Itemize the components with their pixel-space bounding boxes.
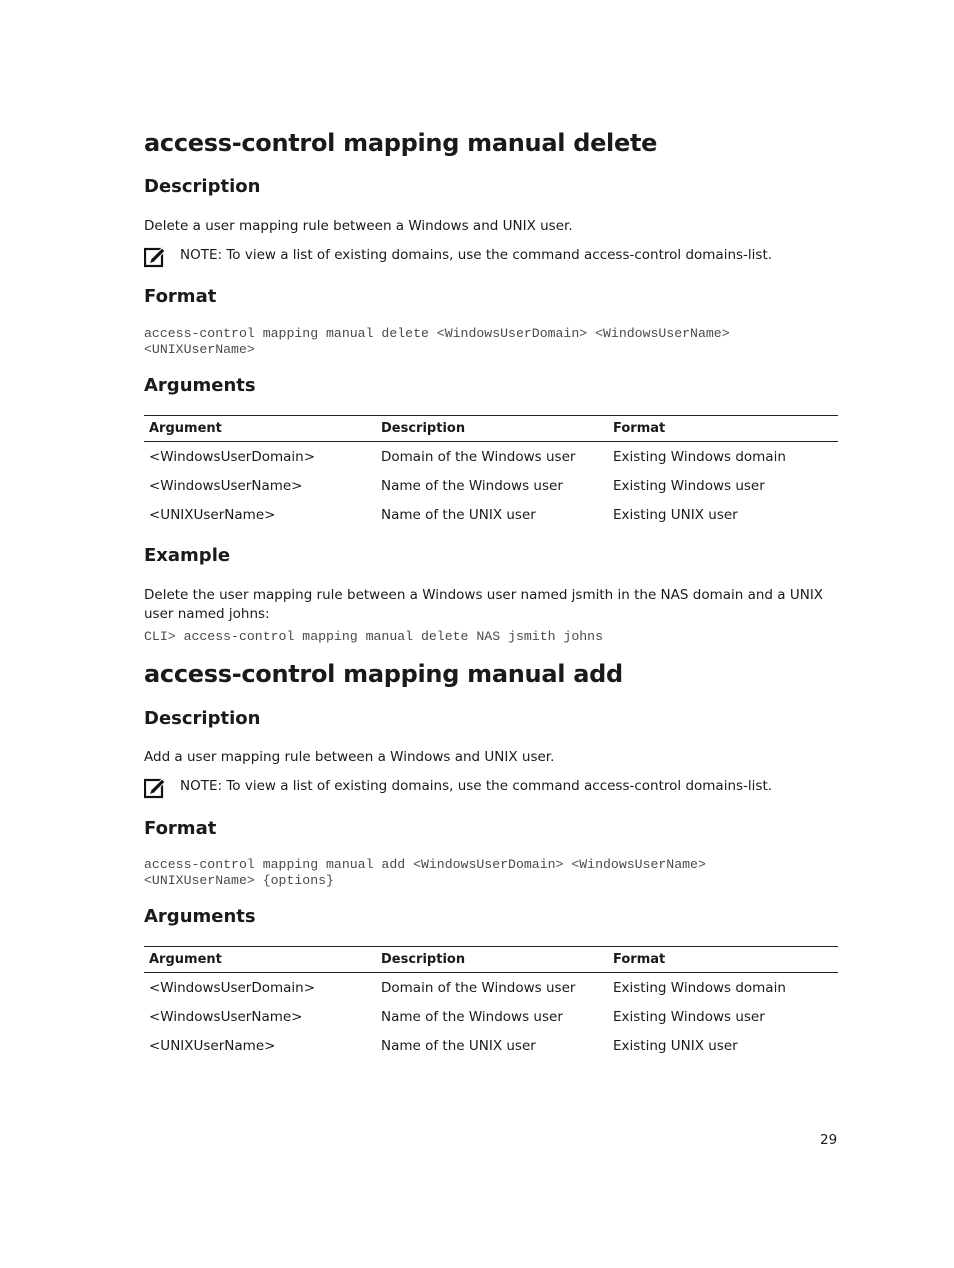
section-title-delete: access-control mapping manual delete bbox=[144, 129, 658, 157]
column-header: Format bbox=[608, 416, 838, 442]
table-row bbox=[144, 973, 838, 1003]
table-cell: Name of the Windows user bbox=[381, 1008, 563, 1025]
arguments-heading: Arguments bbox=[144, 906, 256, 927]
table-cell: Domain of the Windows user bbox=[381, 979, 576, 996]
arguments-table bbox=[144, 415, 838, 529]
table-cell: Name of the UNIX user bbox=[381, 506, 536, 523]
note-label: NOTE: bbox=[180, 778, 223, 794]
table-cell: Existing Windows user bbox=[613, 477, 765, 494]
column-header: Format bbox=[608, 947, 838, 973]
section-title-add: access-control mapping manual add bbox=[144, 660, 623, 688]
table-header-row bbox=[144, 416, 838, 442]
table-cell: Name of the UNIX user bbox=[381, 1037, 536, 1054]
table-cell: Name of the Windows user bbox=[381, 477, 563, 494]
note-body: To view a list of existing domains, use the command access-control domains-list. bbox=[222, 247, 773, 263]
arguments-table bbox=[144, 946, 838, 1060]
example-code: CLI> access-control mapping manual delete NAS jsmith johns bbox=[144, 629, 603, 644]
description-heading: Description bbox=[144, 708, 261, 729]
table-cell: <UNIXUserName> bbox=[149, 506, 276, 523]
format-code-line-1: access-control mapping manual delete <WindowsUserDomain> <WindowsUserName> bbox=[144, 326, 730, 341]
table-row bbox=[144, 500, 838, 529]
table-row bbox=[144, 1031, 838, 1060]
column-header: Argument bbox=[144, 947, 376, 973]
table-cell: Existing Windows domain bbox=[613, 448, 786, 465]
example-heading: Example bbox=[144, 545, 231, 566]
note-text bbox=[180, 246, 772, 265]
note-box bbox=[144, 246, 838, 272]
table-cell: Domain of the Windows user bbox=[381, 448, 576, 465]
table-cell: Existing UNIX user bbox=[613, 506, 738, 523]
format-heading: Format bbox=[144, 818, 217, 839]
table-cell: <WindowsUserName> bbox=[149, 477, 303, 494]
table-row bbox=[144, 442, 838, 472]
table-cell: Existing UNIX user bbox=[613, 1037, 738, 1054]
column-header: Description bbox=[376, 947, 608, 973]
format-code-line-2: <UNIXUserName> bbox=[144, 342, 255, 357]
table-row bbox=[144, 471, 838, 500]
table-cell: <UNIXUserName> bbox=[149, 1037, 276, 1054]
table-cell: <WindowsUserDomain> bbox=[149, 448, 316, 465]
format-heading: Format bbox=[144, 286, 217, 307]
arguments-heading: Arguments bbox=[144, 375, 256, 396]
description-text: Add a user mapping rule between a Windows and UNIX user. bbox=[144, 749, 555, 765]
note-body: To view a list of existing domains, use the command access-control domains-list. bbox=[222, 778, 773, 794]
description-heading: Description bbox=[144, 176, 261, 197]
table-row bbox=[144, 1002, 838, 1031]
example-text: Delete the user mapping rule between a Windows user named jsmith in the NAS domain and a UNIX user named johns: bbox=[144, 587, 824, 622]
pencil-note-icon bbox=[144, 246, 166, 268]
format-code-line-2: <UNIXUserName> {options} bbox=[144, 873, 334, 888]
table-cell: Existing Windows user bbox=[613, 1008, 765, 1025]
note-box bbox=[144, 777, 838, 803]
table-cell: <WindowsUserDomain> bbox=[149, 979, 316, 996]
column-header: Description bbox=[376, 416, 608, 442]
format-code-line-1: access-control mapping manual add <WindowsUserDomain> <WindowsUserName> bbox=[144, 857, 706, 872]
table-cell: <WindowsUserName> bbox=[149, 1008, 303, 1025]
note-label: NOTE: bbox=[180, 247, 223, 263]
table-header-row bbox=[144, 947, 838, 973]
page-number: 29 bbox=[820, 1132, 838, 1148]
table-cell: Existing Windows domain bbox=[613, 979, 786, 996]
pencil-note-icon bbox=[144, 777, 166, 799]
note-text bbox=[180, 777, 772, 796]
column-header: Argument bbox=[144, 416, 376, 442]
description-text: Delete a user mapping rule between a Windows and UNIX user. bbox=[144, 218, 573, 234]
